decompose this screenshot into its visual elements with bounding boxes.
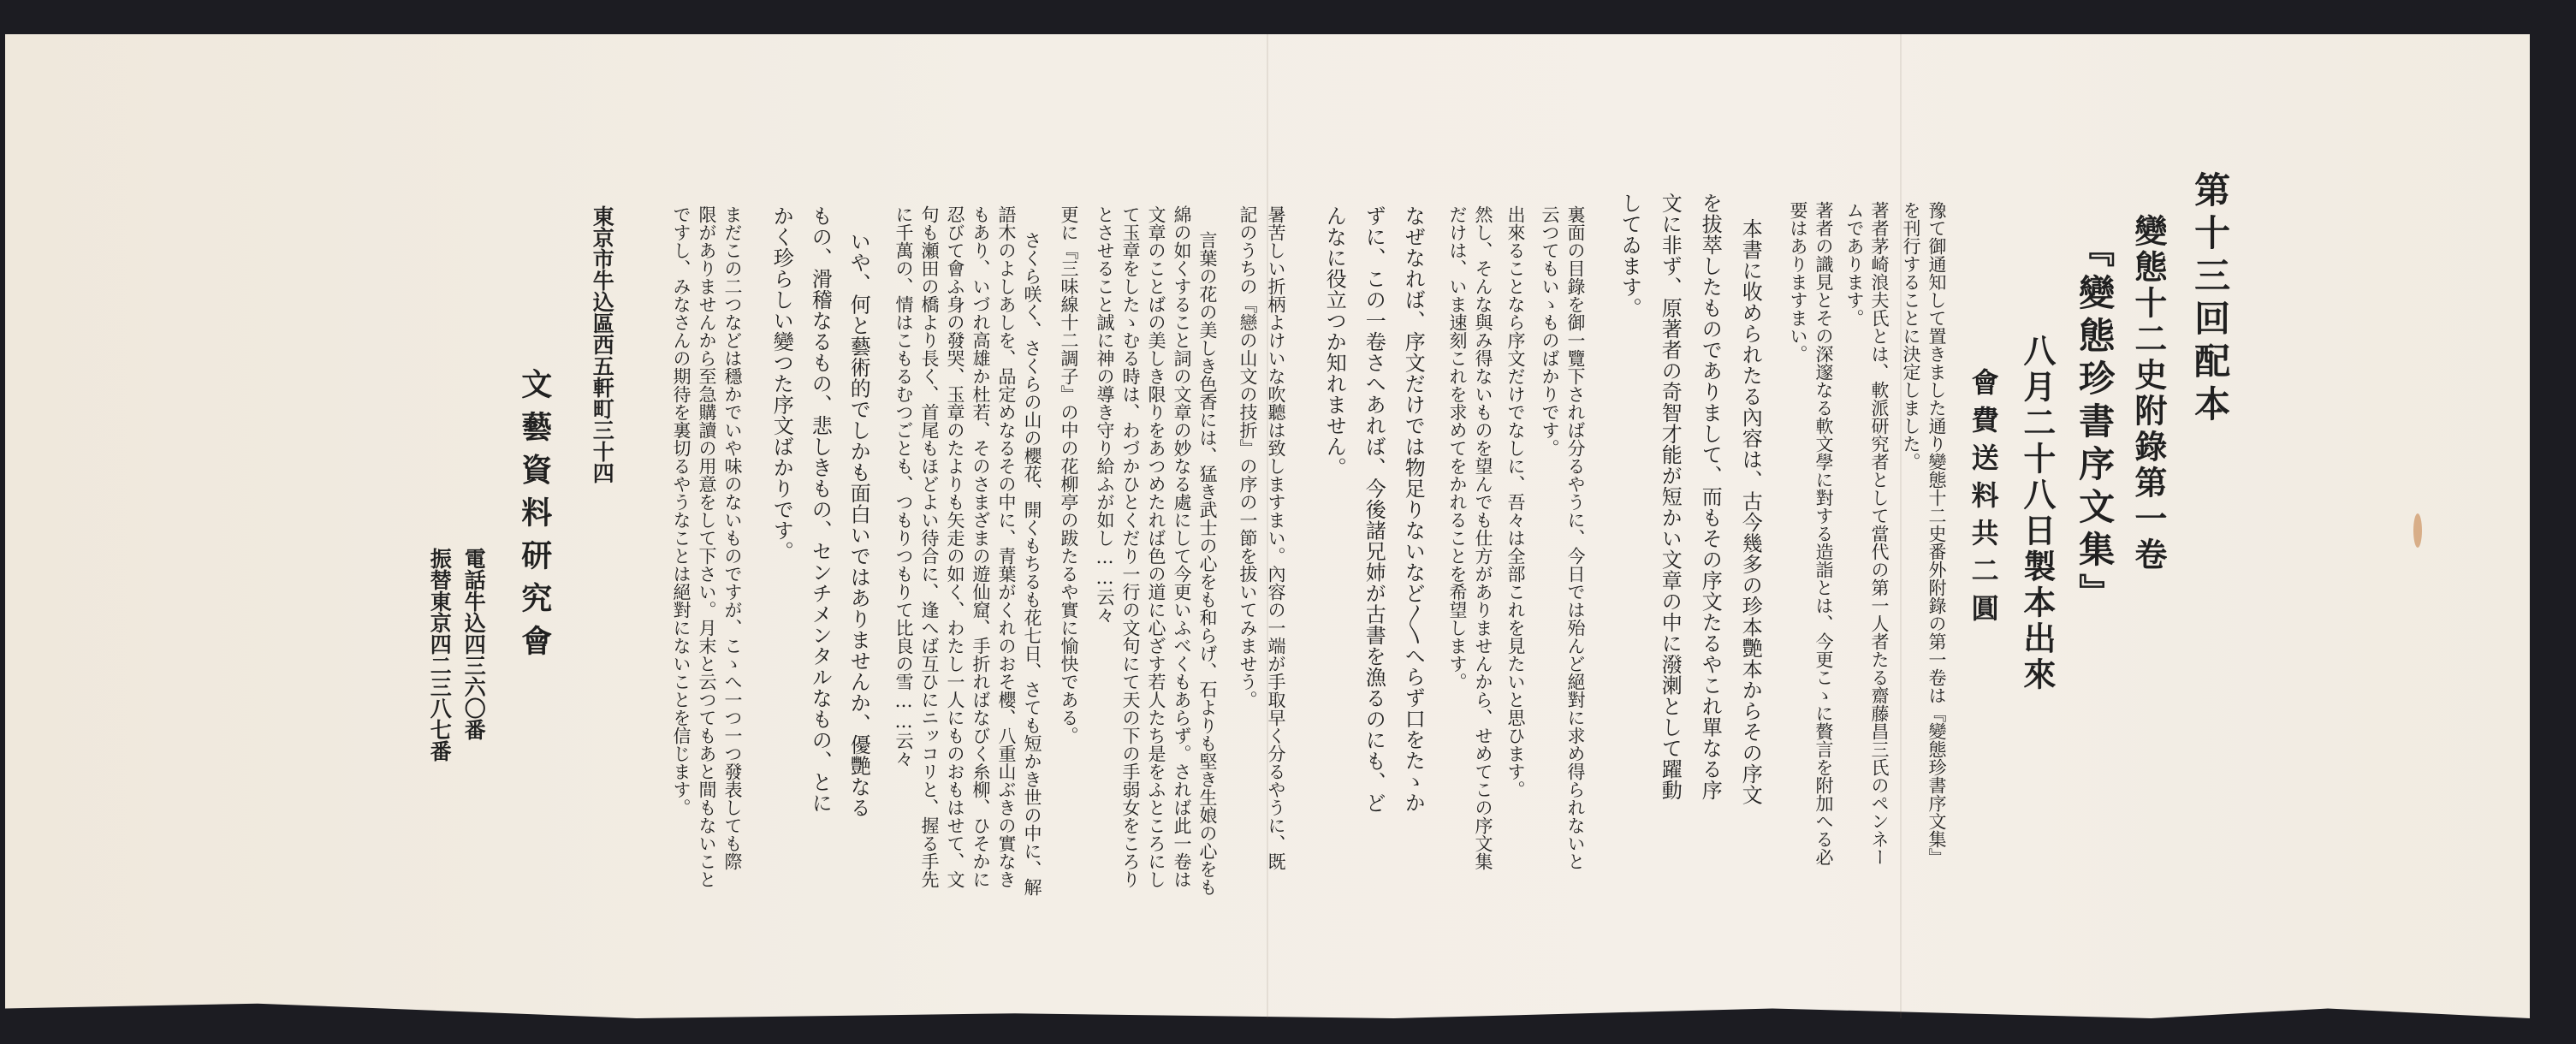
text-column: 文に非ず、原著者の奇智才能が短かい文章の中に潑溂として躍動 bbox=[1658, 193, 1683, 801]
release-date: 八月二十八日製本出來 bbox=[2017, 334, 2057, 693]
book-title: 『變態珍書序文集』 bbox=[2074, 231, 2116, 616]
text-column: もの、滑稽なるもの、悲しきもの、センチメンタルなもの、とに bbox=[808, 205, 833, 814]
text-column: なぜなれば、序文だけでは物足りないなど〳〵へらず口をたゝか bbox=[1401, 205, 1426, 813]
paper-stain bbox=[2413, 513, 2422, 548]
text-column: 著者の識見とその深邃なる軟文學に對する造詣とは、今更こゝに贅言を附加へる必 bbox=[1813, 201, 1835, 866]
text-column: 裏面の目錄を御一覽下されば分るやうに、今日では殆んど絕對に求め得られないと bbox=[1565, 205, 1587, 870]
text-column: もあり、いづれ高雄か杜若、そのさまざまの遊仙窟、手折ればなびく糸柳、ひそかに bbox=[970, 205, 992, 888]
text-column: 句も瀬田の橋より長く、首尾もほどよい待合に、逢へば互ひにニッコリと、握る手先 bbox=[919, 205, 941, 888]
text-column: まだこの二つなどは穩かでいや味のないものですが、こゝへ一つ一つ發表しても際 bbox=[722, 205, 744, 870]
text-column: 要はありますまい。 bbox=[1788, 201, 1809, 363]
membership-fee: 會費送料共二圓 bbox=[1967, 368, 2000, 632]
text-column: を拔萃したものでありまして、而もその序文たるやこれ單なる序 bbox=[1698, 193, 1723, 801]
text-column: ムであります。 bbox=[1844, 201, 1866, 327]
text-column: 言葉の花の美しき色香には、猛き武士の心をも和らげ、石よりも堅き生娘の心をも bbox=[1197, 231, 1219, 896]
text-column: 更に『三味線十二調子』の中の花柳亭の跋たるや實に愉快である。 bbox=[1059, 205, 1080, 744]
text-column: かく珍らしい變つた序文ばかりです。 bbox=[769, 205, 794, 562]
issue-title: 第十三回配本 bbox=[2189, 171, 2232, 428]
text-column: してゐます。 bbox=[1617, 193, 1642, 318]
text-column: 著者茅崎浪夫氏とは、軟派研究者として當代の第一人者たる齋藤昌三氏のペンネー bbox=[1869, 201, 1890, 866]
text-column: に千萬の、情はこもるむつごとも、つもりつもりて比良の雪……云々 bbox=[893, 205, 915, 768]
text-column: んなに役立つか知れません。 bbox=[1322, 205, 1347, 478]
text-column: だけは、いま速刻これを求めてをかれることを希望します。 bbox=[1447, 205, 1469, 691]
text-column: さくら咲く、さくらの山の櫻花、開くもちるも花七日、さても短かき世の中に、解 bbox=[1022, 231, 1043, 896]
text-column: ずに、この一卷さへあれば、今後諸兄姉が古書を漁るのにも、ど bbox=[1362, 205, 1386, 814]
text-column: 本書に收められたる內容は、古今幾多の珍本艷本からその序文 bbox=[1738, 218, 1763, 805]
text-column: て玉章をしたゝむる時は、わづかひとくだり一行の文句にて天の下の手弱女をころり bbox=[1120, 205, 1142, 888]
fold-line bbox=[1900, 34, 1902, 1018]
text-column: 云つてもいゝものばかりです。 bbox=[1540, 205, 1561, 457]
text-column: いや、何と藝術的でしかも面白いではありませんか、優艷なる bbox=[846, 231, 871, 818]
text-column: 綿の如くすること詞の文章の妙なる處にして今更いふべくもあらず。されば此一卷は bbox=[1172, 205, 1193, 888]
text-column: 暑苦しい折柄よけいな吹聽は致しますまい。內容の一端が手取早く分るやうに、既 bbox=[1266, 205, 1287, 870]
text-column: 豫て御通知して置きました通り變態十二史番外附錄の第一卷は『變態珍書序文集』 bbox=[1926, 201, 1948, 866]
publisher-phone: 電話牛込四三六〇番 bbox=[461, 548, 487, 740]
publisher-transfer-account: 振替東京四二三八七番 bbox=[427, 548, 453, 762]
publisher-address: 東京市牛込區西五軒町三十四 bbox=[590, 205, 615, 483]
text-column: 限がありませんから至急購讀の用意をして下さい。月末と云つてもあと間もないこと bbox=[697, 205, 718, 888]
series-title: 變態十二史附錄第一卷 bbox=[2128, 214, 2168, 573]
text-column: 然し、そんな與み得ないものを望んでも仕方がありませんから、せめてこの序文集 bbox=[1473, 205, 1494, 870]
text-column: とさせること誠に神の導き守り給ふが如し……云々 bbox=[1095, 205, 1116, 624]
text-column: 記のうちの『戀の山文の技折』の序の一節を拔いてみませう。 bbox=[1238, 205, 1259, 709]
text-column: 文章のことばの美しき限りをあつめたれば色の道に心ざす若人たち是をふところにし bbox=[1146, 205, 1167, 888]
text-column: 出來ることなら序文だけでなしに、吾々は全部これを見たいと思ひます。 bbox=[1505, 205, 1527, 798]
text-column: 忍びて會ふ身の發哭、玉章のたよりも矢走の如く、わたし一人にものおもはせて、文 bbox=[945, 205, 966, 888]
text-column: ですし、みなさんの期待を裏切るやうなことは絕對にないことを信じます。 bbox=[671, 205, 692, 816]
text-column: 語木のよしあしを、品定めなるその中に、青葉がくれのおそ櫻、八重山ぶきの實なき bbox=[996, 205, 1018, 888]
publisher-name: 文藝資料研究會 bbox=[516, 368, 553, 667]
text-column: を刊行することに決定しました。 bbox=[1901, 201, 1922, 471]
